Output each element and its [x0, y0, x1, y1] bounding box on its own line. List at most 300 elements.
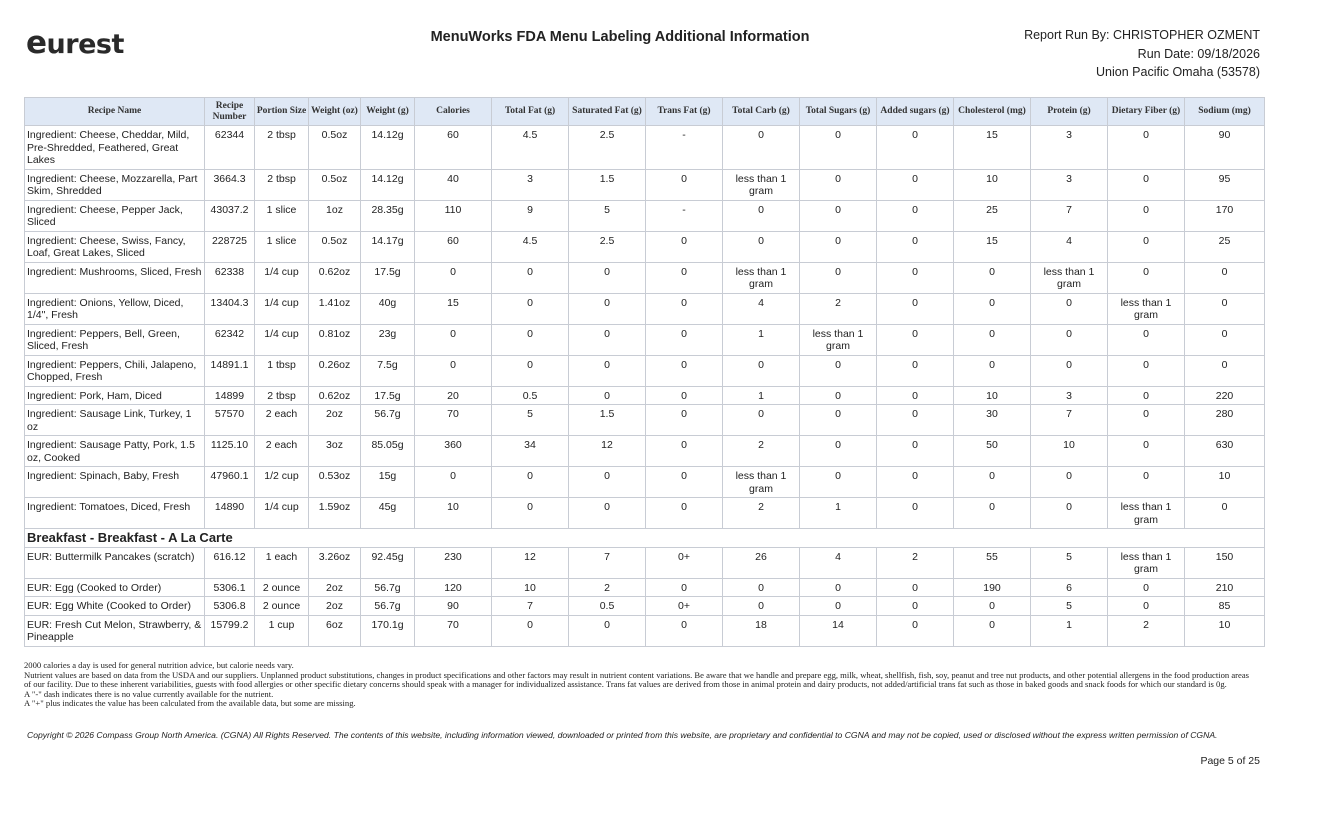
table-cell: 0+ — [646, 547, 723, 578]
table-cell: 0 — [877, 615, 954, 646]
table-cell: 4.5 — [492, 231, 569, 262]
table-row — [25, 169, 1265, 200]
table-cell: 6 — [1031, 578, 1108, 597]
table-cell: 110 — [415, 200, 492, 231]
table-cell: 0 — [800, 405, 877, 436]
table-cell: 0 — [646, 231, 723, 262]
table-cell: 0 — [877, 169, 954, 200]
footnote: Nutrient values are based on data from the USDA and our suppliers. Unplanned product substitutions, changes in product specifications and other factors may result in nutrient content variations. Be aware that we handle and prepare egg, milk, wheat, shellfish, fish, soy, peanut and tree nut products, and other potential allergens in the food production areas of our facility. Due to these inherent variabilities, guests with food allergies or other specific dietary concerns should speak with a manager for individualized assistance. Trans fat values are derived from those in animal protein and dairy products, not added/artificial trans fat such as those in baked goods and snack foods for which our standard is 0g. — [24, 669, 1249, 690]
table-cell: 0 — [877, 498, 954, 529]
table-cell: less than 1 gram — [1108, 498, 1185, 529]
table-cell: 210 — [1185, 578, 1265, 597]
table-cell: 0+ — [646, 597, 723, 616]
table-row — [25, 615, 1265, 646]
recipe-name-cell: EUR: Egg (Cooked to Order) — [25, 578, 205, 597]
table-cell: 0 — [800, 231, 877, 262]
table-cell: 18 — [723, 615, 800, 646]
column-header: Dietary Fiber (g) — [1108, 98, 1185, 126]
table-cell: 0 — [877, 231, 954, 262]
table-cell: 3 — [1031, 126, 1108, 170]
table-cell: 7 — [1031, 200, 1108, 231]
table-cell: 0 — [954, 615, 1031, 646]
table-cell: 23g — [361, 324, 415, 355]
table-cell: 1125.10 — [205, 436, 255, 467]
table-cell: 0 — [569, 262, 646, 293]
table-cell: 45g — [361, 498, 415, 529]
table-cell: 14890 — [205, 498, 255, 529]
recipe-name-cell: Ingredient: Tomatoes, Diced, Fresh — [25, 498, 205, 529]
table-cell: 1.5 — [569, 169, 646, 200]
table-cell: 10 — [1031, 436, 1108, 467]
section-title: Breakfast - Breakfast - A La Carte — [25, 529, 1265, 548]
table-cell: 0 — [569, 615, 646, 646]
table-cell: 0 — [1031, 293, 1108, 324]
table-cell: 1 — [800, 498, 877, 529]
table-cell: 1/4 cup — [255, 324, 309, 355]
table-cell: 0.5oz — [309, 231, 361, 262]
table-cell: 0.62oz — [309, 386, 361, 405]
table-cell: 0 — [415, 324, 492, 355]
table-cell: 0 — [877, 355, 954, 386]
table-cell: 2.5 — [569, 126, 646, 170]
table-cell: 0 — [877, 262, 954, 293]
table-cell: 0 — [877, 386, 954, 405]
table-cell: 190 — [954, 578, 1031, 597]
column-header: Sodium (mg) — [1185, 98, 1265, 126]
table-cell: 56.7g — [361, 405, 415, 436]
recipe-name-cell: EUR: Egg White (Cooked to Order) — [25, 597, 205, 616]
table-row — [25, 405, 1265, 436]
table-cell: 0 — [415, 467, 492, 498]
table-cell: 0 — [646, 615, 723, 646]
table-cell: 5306.8 — [205, 597, 255, 616]
table-cell: 0 — [800, 578, 877, 597]
table-cell: 3 — [1031, 386, 1108, 405]
copyright-notice: Copyright © 2026 Compass Group North America. (CGNA) All Rights Reserved. The contents of this website, including information viewed, downloaded or printed from this website, are proprietary and confidential to CGNA and may not be copied, used or disclosed without the express written permission of CGNA. — [27, 730, 1218, 740]
table-cell: 0 — [954, 293, 1031, 324]
page-number: Page 5 of 25 — [1200, 755, 1260, 767]
table-cell: 0 — [1031, 467, 1108, 498]
table-cell: 630 — [1185, 436, 1265, 467]
table-cell: 12 — [569, 436, 646, 467]
table-cell: 0 — [492, 324, 569, 355]
table-cell: 0.5 — [492, 386, 569, 405]
table-cell: 0 — [954, 355, 1031, 386]
table-cell: less than 1 gram — [1031, 262, 1108, 293]
table-cell: 2 tbsp — [255, 386, 309, 405]
table-row — [25, 578, 1265, 597]
table-cell: 0 — [877, 126, 954, 170]
recipe-name-cell: Ingredient: Pork, Ham, Diced — [25, 386, 205, 405]
report-title: MenuWorks FDA Menu Labeling Additional Information — [430, 29, 810, 45]
recipe-name-cell: Ingredient: Cheese, Cheddar, Mild, Pre-Shredded, Feathered, Great Lakes — [25, 126, 205, 170]
table-cell: 0 — [646, 386, 723, 405]
table-cell: 0 — [723, 200, 800, 231]
recipe-name-cell: EUR: Fresh Cut Melon, Strawberry, & Pineapple — [25, 615, 205, 646]
table-cell: 10 — [1185, 467, 1265, 498]
column-header: Weight (oz) — [309, 98, 361, 126]
table-cell: 0 — [1108, 467, 1185, 498]
table-cell: 14.12g — [361, 126, 415, 170]
table-cell: 10 — [492, 578, 569, 597]
recipe-name-cell: Ingredient: Sausage Link, Turkey, 1 oz — [25, 405, 205, 436]
table-cell: 70 — [415, 615, 492, 646]
table-cell: 0 — [877, 293, 954, 324]
table-cell: 7 — [569, 547, 646, 578]
table-cell: 0 — [492, 262, 569, 293]
footnote: A "-" dash indicates there is no value currently available for the nutrient. — [24, 688, 274, 699]
recipe-name-cell: Ingredient: Cheese, Pepper Jack, Sliced — [25, 200, 205, 231]
table-cell: 1/4 cup — [255, 293, 309, 324]
column-header: Weight (g) — [361, 98, 415, 126]
location: Union Pacific Omaha (53578) — [1096, 65, 1260, 79]
table-cell: 0 — [569, 324, 646, 355]
table-row — [25, 231, 1265, 262]
table-cell: 10 — [954, 169, 1031, 200]
table-cell: 5306.1 — [205, 578, 255, 597]
table-cell: 34 — [492, 436, 569, 467]
table-row — [25, 597, 1265, 616]
table-cell: 0 — [800, 126, 877, 170]
table-cell: 0.5 — [569, 597, 646, 616]
table-cell: 3.26oz — [309, 547, 361, 578]
footnote: A "+" plus indicates the value has been calculated from the available data, but some are missing. — [24, 698, 356, 709]
table-cell: 2oz — [309, 405, 361, 436]
table-cell: 0 — [492, 467, 569, 498]
table-cell: 1/4 cup — [255, 262, 309, 293]
column-header: Added sugars (g) — [877, 98, 954, 126]
table-cell: 10 — [1185, 615, 1265, 646]
table-cell: 12 — [492, 547, 569, 578]
table-cell: 2 ounce — [255, 597, 309, 616]
table-cell: 0 — [646, 436, 723, 467]
table-cell: 3 — [1031, 169, 1108, 200]
table-cell: 40g — [361, 293, 415, 324]
table-cell: 17.5g — [361, 262, 415, 293]
table-cell: 0 — [492, 293, 569, 324]
table-cell: 2 — [800, 293, 877, 324]
recipe-name-cell: Ingredient: Peppers, Bell, Green, Sliced, Fresh — [25, 324, 205, 355]
table-cell: 90 — [415, 597, 492, 616]
table-cell: 0 — [1108, 262, 1185, 293]
table-cell: 0.5oz — [309, 126, 361, 170]
table-row — [25, 324, 1265, 355]
column-header: Total Fat (g) — [492, 98, 569, 126]
table-cell: 0 — [1185, 262, 1265, 293]
table-row — [25, 200, 1265, 231]
column-header: Trans Fat (g) — [646, 98, 723, 126]
table-cell: 0 — [646, 467, 723, 498]
table-cell: 2 — [1108, 615, 1185, 646]
table-cell: 28.35g — [361, 200, 415, 231]
table-cell: 0 — [954, 262, 1031, 293]
table-cell: 5 — [569, 200, 646, 231]
table-cell: 0 — [569, 355, 646, 386]
table-cell: 1 slice — [255, 200, 309, 231]
table-cell: 0 — [646, 169, 723, 200]
table-row — [25, 355, 1265, 386]
table-cell: 2 ounce — [255, 578, 309, 597]
table-cell: 0 — [646, 324, 723, 355]
table-cell: 0 — [646, 578, 723, 597]
table-cell: 47960.1 — [205, 467, 255, 498]
table-cell: 0.81oz — [309, 324, 361, 355]
table-cell: 2 each — [255, 436, 309, 467]
table-cell: 14899 — [205, 386, 255, 405]
table-cell: 90 — [1185, 126, 1265, 170]
table-cell: 0 — [1185, 498, 1265, 529]
table-cell: 228725 — [205, 231, 255, 262]
table-cell: 25 — [954, 200, 1031, 231]
table-cell: 2 tbsp — [255, 126, 309, 170]
table-row — [25, 293, 1265, 324]
run-date: Run Date: 09/18/2026 — [1137, 46, 1260, 61]
table-cell: 13404.3 — [205, 293, 255, 324]
table-row — [25, 467, 1265, 498]
table-cell: 0 — [723, 231, 800, 262]
table-cell: 6oz — [309, 615, 361, 646]
table-cell: 0 — [569, 498, 646, 529]
table-cell: 0 — [877, 467, 954, 498]
recipe-name-cell: Ingredient: Cheese, Mozzarella, Part Skim, Shredded — [25, 169, 205, 200]
footnote: 2000 calories a day is used for general nutrition advice, but calorie needs vary. — [24, 660, 294, 670]
table-cell: 0 — [569, 386, 646, 405]
column-header: Recipe Name — [25, 98, 205, 126]
table-cell: 60 — [415, 231, 492, 262]
table-row — [25, 498, 1265, 529]
table-cell: 56.7g — [361, 578, 415, 597]
table-cell: 1/2 cup — [255, 467, 309, 498]
table-cell: less than 1 gram — [800, 324, 877, 355]
table-cell: 2 — [877, 547, 954, 578]
table-cell: 2 — [569, 578, 646, 597]
table-cell: 15g — [361, 467, 415, 498]
table-row — [25, 262, 1265, 293]
column-header: Total Sugars (g) — [800, 98, 877, 126]
table-cell: 60 — [415, 126, 492, 170]
logo-text: urest — [46, 29, 124, 60]
table-cell: 360 — [415, 436, 492, 467]
table-cell: 4 — [800, 547, 877, 578]
recipe-name-cell: Ingredient: Cheese, Swiss, Fancy, Loaf, Great Lakes, Sliced — [25, 231, 205, 262]
table-cell: 9 — [492, 200, 569, 231]
table-cell: 2 each — [255, 405, 309, 436]
table-cell: 15 — [954, 126, 1031, 170]
table-cell: less than 1 gram — [723, 262, 800, 293]
column-header: Protein (g) — [1031, 98, 1108, 126]
column-header: Saturated Fat (g) — [569, 98, 646, 126]
table-cell: 14.17g — [361, 231, 415, 262]
table-cell: 1/4 cup — [255, 498, 309, 529]
table-cell: 15 — [954, 231, 1031, 262]
table-cell: 0 — [1108, 200, 1185, 231]
table-cell: 70 — [415, 405, 492, 436]
column-header: Recipe Number — [205, 98, 255, 126]
table-cell: 0 — [1108, 355, 1185, 386]
column-header: Calories — [415, 98, 492, 126]
logo-e-glyph: e — [26, 25, 47, 61]
table-cell: 0 — [1108, 126, 1185, 170]
table-cell: 2.5 — [569, 231, 646, 262]
table-cell: 0 — [1031, 355, 1108, 386]
recipe-name-cell: Ingredient: Peppers, Chili, Jalapeno, Chopped, Fresh — [25, 355, 205, 386]
table-cell: 0 — [1185, 324, 1265, 355]
table-cell: 50 — [954, 436, 1031, 467]
table-cell: 0 — [877, 324, 954, 355]
table-cell: 1 cup — [255, 615, 309, 646]
nutrition-table — [24, 97, 1265, 647]
table-cell: 25 — [1185, 231, 1265, 262]
table-cell: 92.45g — [361, 547, 415, 578]
table-cell: 0 — [1185, 355, 1265, 386]
table-cell: 56.7g — [361, 597, 415, 616]
table-cell: 85 — [1185, 597, 1265, 616]
table-cell: 14891.1 — [205, 355, 255, 386]
table-cell: 0 — [1108, 597, 1185, 616]
table-cell: 0 — [954, 498, 1031, 529]
table-cell: 0 — [723, 126, 800, 170]
table-cell: 95 — [1185, 169, 1265, 200]
table-cell: 0 — [800, 386, 877, 405]
table-cell: 62342 — [205, 324, 255, 355]
table-cell: 20 — [415, 386, 492, 405]
table-cell: 0 — [877, 200, 954, 231]
table-cell: - — [646, 200, 723, 231]
table-cell: 1 — [723, 324, 800, 355]
column-header: Portion Size — [255, 98, 309, 126]
table-cell: 5 — [1031, 597, 1108, 616]
table-cell: 0 — [723, 578, 800, 597]
table-cell: 40 — [415, 169, 492, 200]
table-cell: 10 — [954, 386, 1031, 405]
table-cell: 0 — [877, 405, 954, 436]
table-cell: 0 — [646, 293, 723, 324]
table-cell: 0 — [1031, 324, 1108, 355]
table-cell: 0 — [800, 262, 877, 293]
table-cell: 0 — [569, 293, 646, 324]
table-cell: 0 — [1108, 169, 1185, 200]
table-cell: 7 — [492, 597, 569, 616]
table-cell: 5 — [492, 405, 569, 436]
table-cell: 3 — [492, 169, 569, 200]
table-cell: 280 — [1185, 405, 1265, 436]
table-cell: less than 1 gram — [1108, 547, 1185, 578]
report-run-by: Report Run By: CHRISTOPHER OZMENT — [1024, 28, 1260, 42]
table-cell: 0 — [415, 355, 492, 386]
table-cell: 57570 — [205, 405, 255, 436]
table-cell: 0 — [723, 405, 800, 436]
table-cell: - — [646, 126, 723, 170]
table-cell: 0 — [1108, 386, 1185, 405]
table-cell: 0 — [1108, 324, 1185, 355]
section-row — [25, 529, 1265, 548]
table-cell: 616.12 — [205, 547, 255, 578]
column-header: Cholesterol (mg) — [954, 98, 1031, 126]
report-meta — [1024, 26, 1260, 82]
table-cell: 150 — [1185, 547, 1265, 578]
table-cell: 0 — [800, 467, 877, 498]
table-cell: 7 — [1031, 405, 1108, 436]
table-cell: 0 — [800, 200, 877, 231]
table-cell: 62344 — [205, 126, 255, 170]
table-cell: 15799.2 — [205, 615, 255, 646]
table-cell: 0 — [646, 355, 723, 386]
table-cell: 0 — [877, 436, 954, 467]
table-row — [25, 547, 1265, 578]
table-cell: 5 — [1031, 547, 1108, 578]
table-cell: 220 — [1185, 386, 1265, 405]
table-cell: 0 — [954, 467, 1031, 498]
table-cell: 0.62oz — [309, 262, 361, 293]
table-cell: 1.59oz — [309, 498, 361, 529]
table-cell: less than 1 gram — [723, 467, 800, 498]
table-cell: 0 — [646, 498, 723, 529]
table-cell: 0 — [800, 169, 877, 200]
table-cell: 43037.2 — [205, 200, 255, 231]
table-cell: 4.5 — [492, 126, 569, 170]
table-cell: 10 — [415, 498, 492, 529]
table-cell: 0 — [800, 597, 877, 616]
table-cell: 1 tbsp — [255, 355, 309, 386]
table-cell: 0.5oz — [309, 169, 361, 200]
table-cell: 120 — [415, 578, 492, 597]
table-cell: 0 — [1185, 293, 1265, 324]
table-cell: 0 — [954, 597, 1031, 616]
table-cell: 2 — [723, 436, 800, 467]
table-cell: 0 — [877, 578, 954, 597]
table-cell: 14 — [800, 615, 877, 646]
table-cell: 170.1g — [361, 615, 415, 646]
table-cell: 3oz — [309, 436, 361, 467]
table-cell: 0 — [646, 262, 723, 293]
table-cell: 0 — [723, 597, 800, 616]
table-cell: 1 slice — [255, 231, 309, 262]
table-cell: 7.5g — [361, 355, 415, 386]
table-cell: 2oz — [309, 597, 361, 616]
table-cell: 230 — [415, 547, 492, 578]
table-cell: 0 — [1108, 405, 1185, 436]
table-cell: 1 — [1031, 615, 1108, 646]
table-cell: 17.5g — [361, 386, 415, 405]
table-cell: 0 — [415, 262, 492, 293]
table-cell: 14.12g — [361, 169, 415, 200]
table-cell: 1oz — [309, 200, 361, 231]
table-cell: 26 — [723, 547, 800, 578]
table-cell: 62338 — [205, 262, 255, 293]
recipe-name-cell: Ingredient: Spinach, Baby, Fresh — [25, 467, 205, 498]
table-cell: 0.26oz — [309, 355, 361, 386]
table-cell: 0 — [646, 405, 723, 436]
table-row — [25, 436, 1265, 467]
column-header: Total Carb (g) — [723, 98, 800, 126]
table-cell: 0 — [800, 436, 877, 467]
recipe-name-cell: EUR: Buttermilk Pancakes (scratch) — [25, 547, 205, 578]
recipe-name-cell: Ingredient: Sausage Patty, Pork, 1.5 oz, Cooked — [25, 436, 205, 467]
table-cell: 0 — [723, 355, 800, 386]
table-cell: 0 — [492, 615, 569, 646]
table-body — [25, 126, 1265, 647]
table-cell: less than 1 gram — [1108, 293, 1185, 324]
table-cell: 0 — [800, 355, 877, 386]
table-cell: 3664.3 — [205, 169, 255, 200]
table-cell: 0 — [492, 355, 569, 386]
table-cell: 2 — [723, 498, 800, 529]
table-cell: 0 — [1108, 436, 1185, 467]
footnotes — [24, 661, 1254, 709]
table-cell: 0 — [569, 467, 646, 498]
table-cell: 4 — [1031, 231, 1108, 262]
table-cell: 1.41oz — [309, 293, 361, 324]
